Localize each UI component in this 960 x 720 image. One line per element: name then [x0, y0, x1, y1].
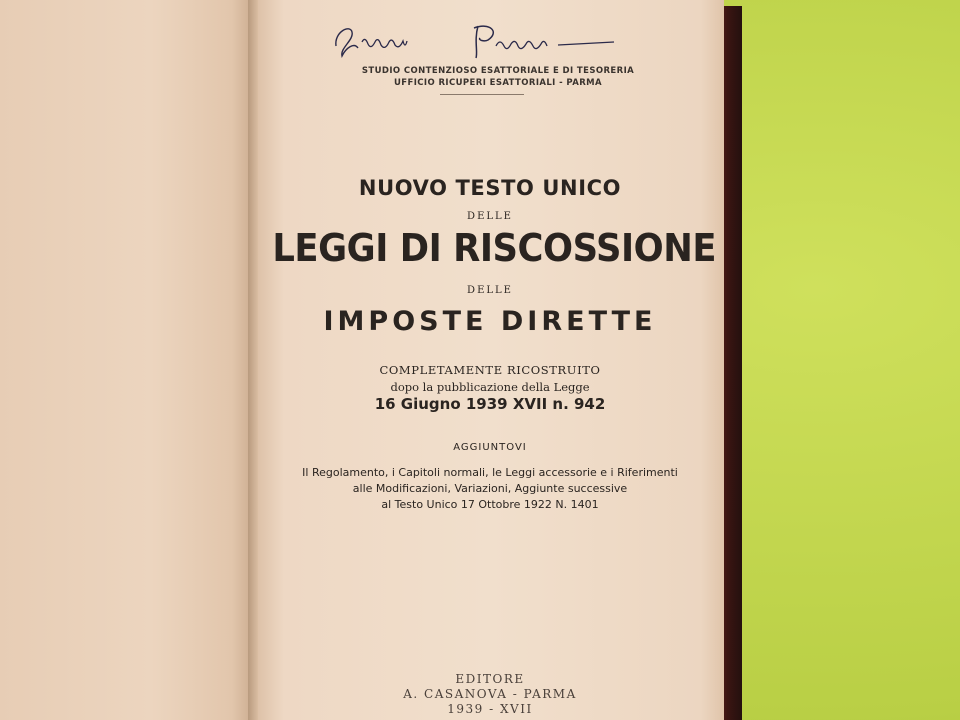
publisher-label: EDITORE	[455, 672, 525, 686]
subtitle-line-3: 16 Giugno 1939 XVII n. 942	[374, 395, 606, 413]
subtitle-line-2: dopo la pubblicazione della Legge	[390, 380, 590, 394]
title-line-3: IMPOSTE DIRETTE	[323, 306, 657, 337]
title-page	[256, 0, 724, 720]
handwritten-signature	[328, 18, 618, 64]
title-line-1: NUOVO TESTO UNICO	[358, 176, 622, 200]
title-main: LEGGI DI RISCOSSIONE	[272, 226, 717, 270]
stamp-line-2: UFFICIO RICUPERI ESATTORIALI - PARMA	[394, 78, 602, 88]
appendix-line-2: alle Modificazioni, Variazioni, Aggiunte successive	[352, 482, 628, 495]
book-gutter	[248, 0, 258, 720]
stamp-divider	[440, 94, 524, 95]
publisher-year: 1939 - XVII	[447, 702, 533, 716]
subtitle-line-1: COMPLETAMENTE RICOSTRUITO	[379, 363, 601, 377]
publisher-name: A. CASANOVA - PARMA	[403, 687, 577, 701]
appendix-heading: AGGIUNTOVI	[453, 442, 527, 453]
stamp-line-1: STUDIO CONTENZIOSO ESATTORIALE E DI TESORERIA	[361, 66, 635, 76]
left-blank-page	[0, 0, 252, 720]
appendix-line-3: al Testo Unico 17 Ottobre 1922 N. 1401	[381, 498, 599, 511]
appendix-line-1: Il Regolamento, i Capitoli normali, le Leggi accessorie e i Riferimenti	[302, 466, 678, 479]
title-connector-1: DELLE	[467, 211, 513, 222]
title-connector-2: DELLE	[467, 285, 513, 296]
